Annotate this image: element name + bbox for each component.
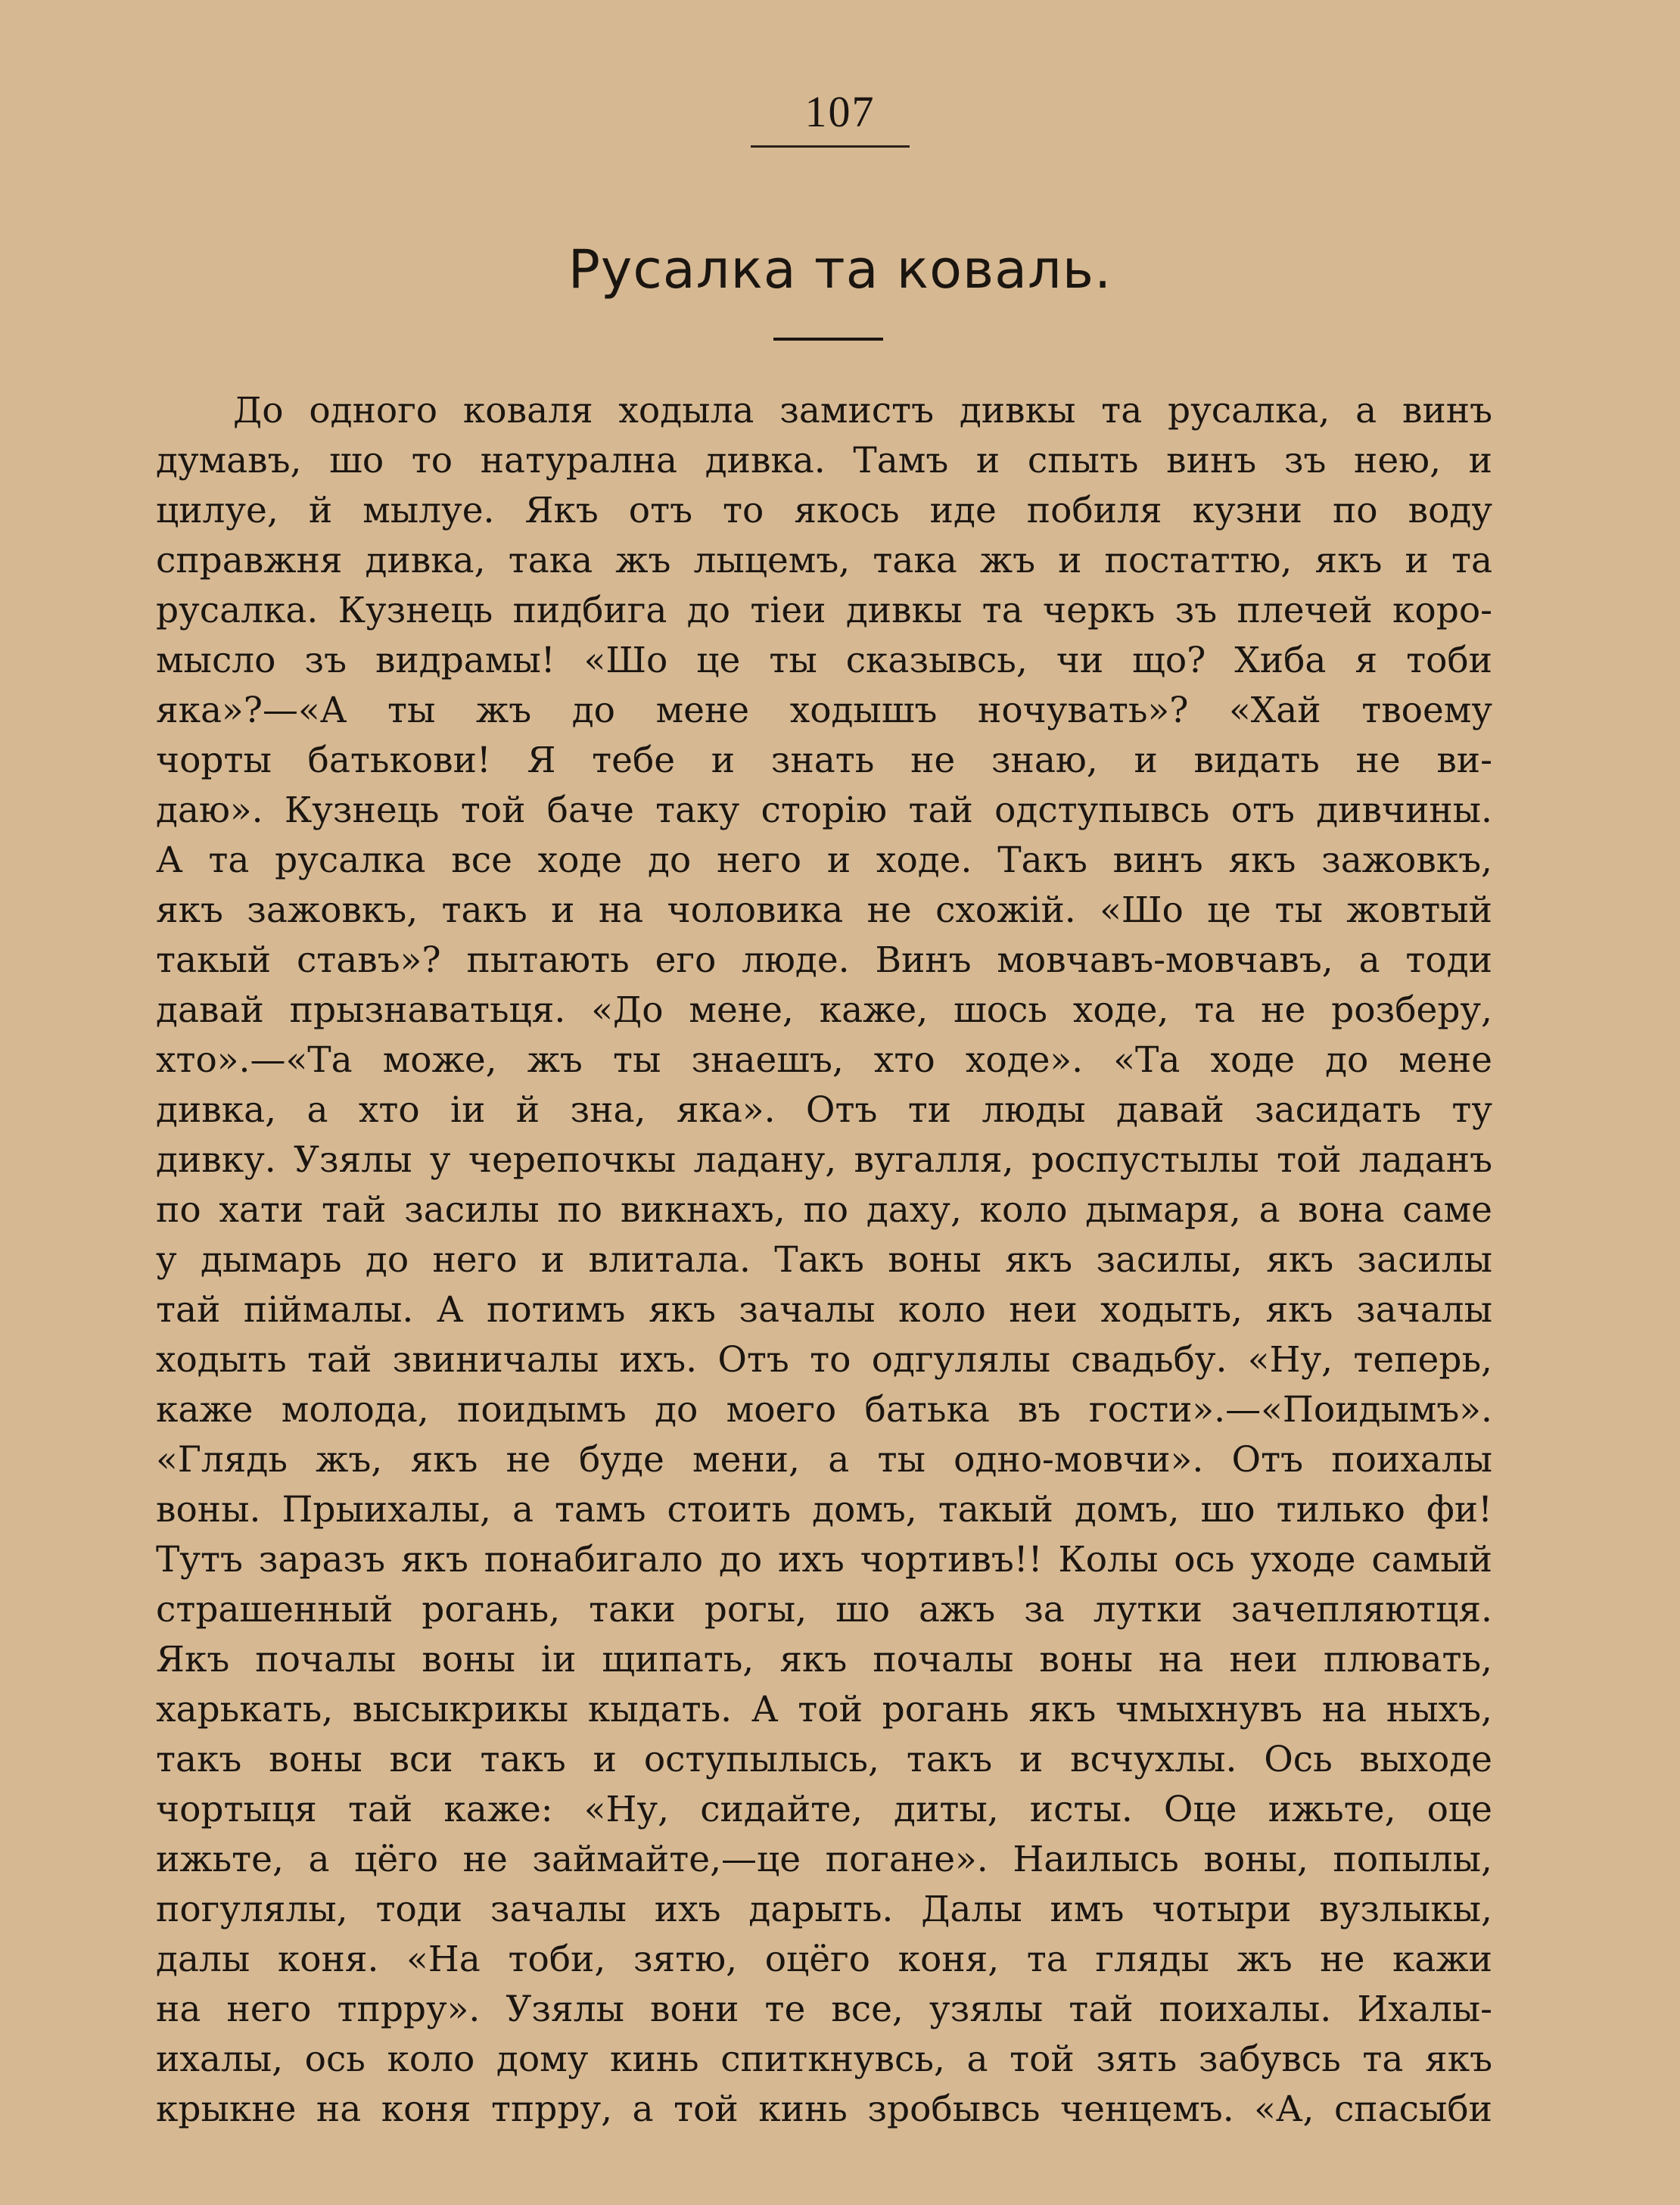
text-line: дивка, а хто іи й зна, яка». Отъ ти люды давай засидать ту — [156, 1089, 1492, 1131]
text-line: такый ставъ»? пытають его люде. Винъ мовчавъ-мовчавъ, а тоди — [156, 939, 1492, 981]
text-line: далы коня. «На тоби, зятю, оцёго коня, та гляды жъ не кажи — [156, 1939, 1492, 1980]
text-line: ихалы, ось коло дому кинь спиткнувсь, а той зять забувсь та якъ — [156, 2038, 1492, 2080]
text-line: «Глядь жъ, якъ не буде мени, а ты одно-мовчи». Отъ поихалы — [156, 1439, 1492, 1481]
text-line: чорты батькови! Я тебе и знать не знаю, и видать не ви- — [156, 740, 1492, 781]
text-line: До одного коваля ходыла замистъ дивкы та русалка, а винъ — [233, 390, 1492, 431]
text-line: тай піймалы. А потимъ якъ зачалы коло неи ходыть, якъ зачалы — [156, 1289, 1492, 1331]
text-line: чортыця тай каже: «Ну, сидайте, диты, исты. Оце ижьте, оце — [156, 1789, 1492, 1830]
page-number: 107 — [804, 87, 876, 136]
text-line: давай прызнаватьця. «До мене, каже, шось ходе, та не розберу, — [156, 989, 1492, 1031]
text-line: цилуе, й мылуе. Якъ отъ то якось иде побиля кузни по воду — [156, 490, 1492, 531]
page-number-rule — [751, 145, 910, 148]
title-rule — [773, 338, 883, 341]
text-line: хто».—«Та може, жъ ты знаешъ, хто ходе». «Та ходе до мене — [156, 1039, 1492, 1081]
text-line: справжня дивка, така жъ лыцемъ, така жъ и постаттю, якъ и та — [156, 540, 1492, 581]
page-title: Русалка та коваль. — [568, 238, 1112, 301]
text-line: думавъ, шо то натурална дивка. Тамъ и спыть винъ зъ нею, и — [156, 440, 1492, 481]
text-line: якъ зажовкъ, такъ и на чоловика не схожій. «Шо це ты жовтый — [156, 889, 1492, 931]
text-line: дивку. Узялы у черепочкы ладану, вугалля, роспустылы той ладанъ — [156, 1139, 1492, 1181]
story-text — [156, 386, 1492, 2135]
text-line: харькать, высыкрикы кыдать. А той рогань якъ чмыхнувъ на ныхъ, — [156, 1689, 1492, 1730]
text-line: яка»?—«А ты жъ до мене ходышъ ночувать»? «Хай твоему — [156, 690, 1492, 731]
text-line: погулялы, тоди зачалы ихъ дарыть. Далы имъ чотыри вузлыкы, — [156, 1889, 1492, 1930]
text-line: воны. Прыихалы, а тамъ стоить домъ, такый домъ, шо тилько фи! — [156, 1489, 1492, 1531]
text-line: крыкне на коня тпрру, а той кинь зробывсь ченцемъ. «А, спасыби — [156, 2088, 1492, 2130]
text-line: по хати тай засилы по викнахъ, по даху, коло дымаря, а вона саме — [156, 1189, 1492, 1231]
text-line: мысло зъ видрамы! «Шо це ты сказывсь, чи що? Хиба я тоби — [156, 640, 1492, 681]
text-line: у дымарь до него и влитала. Такъ воны якъ засилы, якъ засилы — [156, 1239, 1492, 1281]
text-line: русалка. Кузнець пидбига до тіеи дивкы та черкъ зъ плечей коро- — [156, 590, 1492, 631]
text-line: каже молода, поидымъ до моего батька въ гости».—«Поидымъ». — [156, 1389, 1492, 1431]
text-line: на него тпрру». Узялы вони те все, узялы тай поихалы. Ихалы- — [156, 1989, 1492, 2030]
text-line: даю». Кузнець той баче таку сторію тай одступывсь отъ дивчины. — [156, 790, 1492, 831]
text-line: ижьте, а цёго не займайте,—це погане». Наилысь воны, попылы, — [156, 1839, 1492, 1880]
text-line: Якъ почалы воны іи щипать, якъ почалы воны на неи плювать, — [156, 1639, 1492, 1680]
text-line: такъ воны вси такъ и оступылысь, такъ и всчухлы. Ось выходе — [156, 1739, 1492, 1780]
text-line: ходыть тай звиничалы ихъ. Отъ то одгулялы свадьбу. «Ну, теперь, — [156, 1339, 1492, 1381]
text-line: Тутъ заразъ якъ понабигало до ихъ чортивъ!! Колы ось уходе самый — [156, 1539, 1492, 1581]
text-line: А та русалка все ходе до него и ходе. Такъ винъ якъ зажовкъ, — [156, 839, 1492, 881]
text-line: страшенный рогань, таки рогы, шо ажъ за лутки зачепляютця. — [156, 1589, 1492, 1630]
